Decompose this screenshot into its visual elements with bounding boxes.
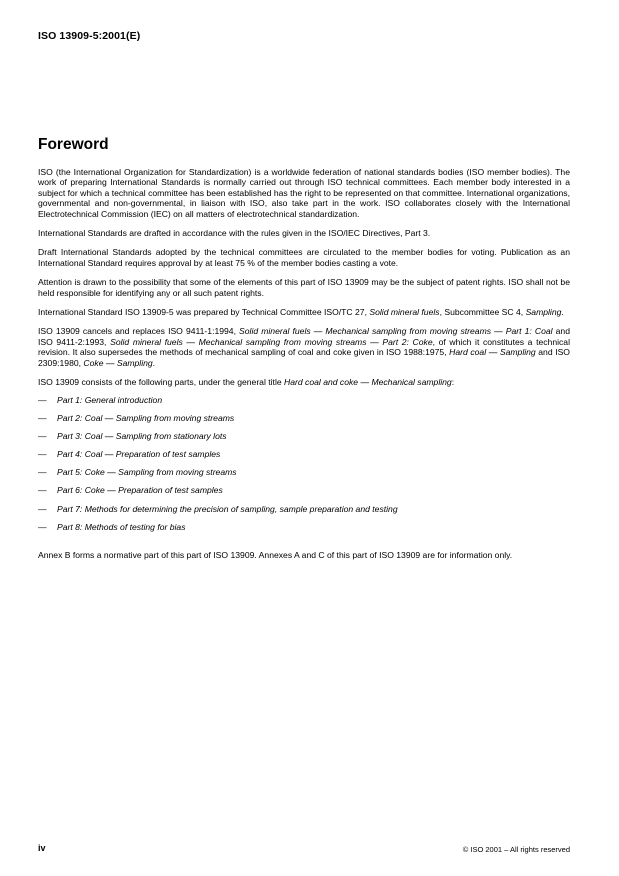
committee-title: Solid mineral fuels xyxy=(369,307,440,318)
paragraph-draft-standards: Draft International Standards adopted by the technical committees are circulated to the member bodies for voting. Publication as an International Standard requires approval by at least 75 % of the member bodies casting a vote. xyxy=(38,247,570,268)
part-title: Part 7: Methods for determining the precision of sampling, sample preparation and testing xyxy=(57,503,398,514)
citation-title: Solid mineral fuels — Mechanical sampling from moving streams — Part 1: Coal xyxy=(239,326,553,337)
paragraph-annexes: Annex B forms a normative part of this part of ISO 13909. Annexes A and C of this part of ISO 13909 are for information only. xyxy=(38,550,513,560)
list-item xyxy=(38,485,570,503)
part-title: Part 2: Coal — Sampling from moving streams xyxy=(57,412,235,423)
subcommittee-title: Sampling xyxy=(525,307,562,318)
paragraph-parts-intro xyxy=(38,377,570,387)
list-item xyxy=(38,467,570,485)
paragraph-directives: International Standards are drafted in accordance with the rules given in the ISO/IEC Directives, Part 3. xyxy=(38,228,431,239)
dash-marker: — xyxy=(38,503,47,514)
foreword-body xyxy=(38,167,570,569)
text-span: International Standard ISO 13909-5 was prepared by Technical Committee ISO/TC 27, xyxy=(38,307,370,318)
dash-marker: — xyxy=(38,449,47,460)
part-title: Part 5: Coke — Sampling from moving streams xyxy=(57,467,237,478)
part-title: Part 4: Coal — Preparation of test samples xyxy=(57,449,221,460)
dash-marker: — xyxy=(38,394,47,405)
paragraph-cancels-replaces xyxy=(38,326,570,368)
text-span: , of which it constitutes a technical revision. It also supersedes the methods of mechanical sampling of coal and coke given in ISO 1988:1975, xyxy=(38,336,570,358)
general-title: Hard coal and coke — Mechanical sampling xyxy=(284,377,452,388)
foreword-heading: Foreword xyxy=(38,136,109,153)
dash-marker: — xyxy=(38,485,47,496)
paragraph-iso-federation: ISO (the International Organization for Standardization) is a worldwide federation of national standards bodies (ISO member bodies). The work of preparing International Standards is normally carried out through ISO technical committees. Each member body interested in a subject for which a technical committee has been established has the right to be represented on that committee. International organizations, governmental and non-governmental, in liaison with ISO, also take part in the work. ISO collaborates closely with the International Electrotechnical Commission (IEC) on all matters of electrotechnical standardization. xyxy=(38,167,570,219)
paragraph-prepared-by xyxy=(38,307,570,317)
text-span: and ISO 2309:1980, xyxy=(38,347,570,368)
citation-title: Hard coal — Sampling xyxy=(449,347,536,358)
citation-title: Coke — Sampling xyxy=(83,357,153,368)
paragraph-patent-rights: Attention is drawn to the possibility that some of the elements of this part of ISO 13909 may be the subject of patent rights. ISO shall not be held responsible for identifying any or all such patent rights. xyxy=(38,277,570,298)
text-span: , Subcommittee SC 4, xyxy=(439,307,526,318)
list-item xyxy=(38,395,570,413)
text-span: . xyxy=(561,307,564,318)
list-item xyxy=(38,431,570,449)
list-item xyxy=(38,504,570,522)
parts-list xyxy=(38,395,570,541)
dash-marker: — xyxy=(38,467,47,478)
list-item xyxy=(38,449,570,467)
copyright-notice: © ISO 2001 – All rights reserved xyxy=(462,845,570,854)
text-span: ISO 13909 cancels and replaces ISO 9411-1:1994, xyxy=(38,326,240,337)
page-number: iv xyxy=(38,843,46,853)
list-item xyxy=(38,413,570,431)
text-span: ISO 13909 consists of the following parts, under the general title xyxy=(38,377,285,388)
document-id: ISO 13909-5:2001(E) xyxy=(38,30,141,42)
list-item xyxy=(38,522,570,540)
text-span: . xyxy=(152,357,156,368)
part-title: Part 3: Coal — Sampling from stationary lots xyxy=(57,430,227,441)
dash-marker: — xyxy=(38,430,47,441)
part-title: Part 8: Methods of testing for bias xyxy=(57,521,186,532)
dash-marker: — xyxy=(38,521,47,532)
dash-marker: — xyxy=(38,412,47,423)
text-span: : xyxy=(451,377,455,388)
part-title: Part 6: Coke — Preparation of test samples xyxy=(57,485,223,496)
citation-title: Solid mineral fuels — Mechanical sampling from moving streams — Part 2: Coke xyxy=(110,336,433,347)
part-title: Part 1: General introduction xyxy=(57,394,163,405)
text-span: and ISO 9411-2:1993, xyxy=(38,326,570,347)
